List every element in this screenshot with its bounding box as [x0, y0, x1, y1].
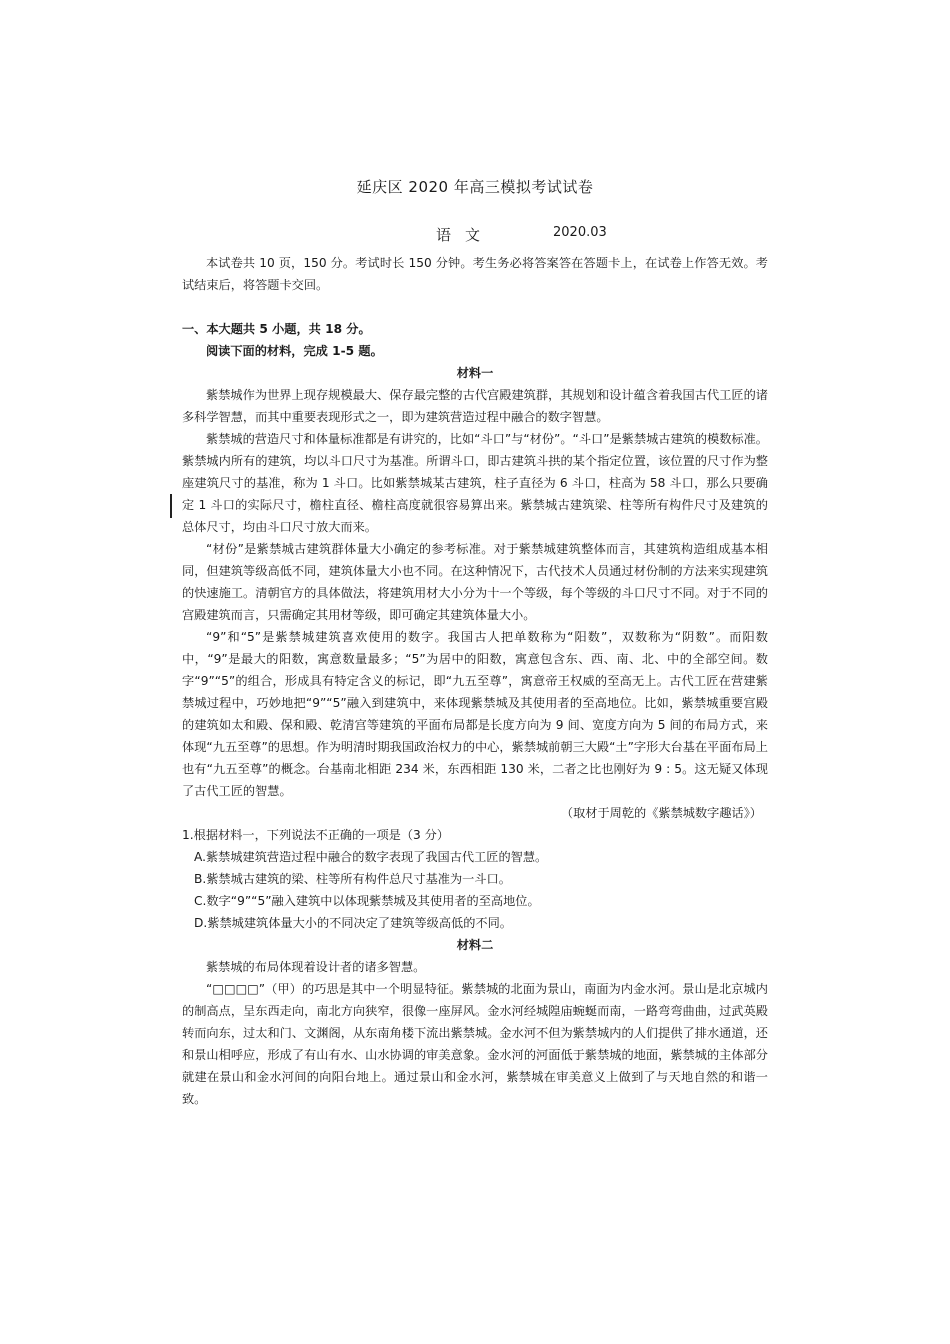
question-1-option-b: B.紫禁城古建筑的梁、柱等所有构件总尺寸基准为一斗口。 — [194, 872, 511, 886]
margin-mark — [170, 494, 172, 518]
spacer — [182, 296, 768, 318]
material-1-source: （取材于周乾的《紫禁城数字趣话》） — [560, 806, 762, 820]
question-1-option-a: A.紫禁城建筑营造过程中融合的数字表现了我国古代工匠的智慧。 — [194, 850, 548, 864]
section-instruction: 阅读下面的材料，完成 1-5 题。 — [206, 344, 383, 358]
material-2-paragraph: 紫禁城的布局体现着设计者的诸多智慧。 — [206, 960, 426, 974]
material-2-paragraph: “□□□□”（甲）的巧思是其中一个明显特征。紫禁城的北面为景山，南面为内金水河。景山是北京城内的制高点，呈东西走向，南北方向狭窄，很像一座屏风。金水河经城隍庙蜿蜒而南，一路弯弯曲曲，过武英殿转而向东，过太和门、文渊阁，从东南角楼下流出紫禁城。金水河不但为紫禁城内的人们提供了排水通道，还和景山相呼应，形成了有山有水、山水协调的审美意象。金水河的河面低于紫禁城的地面，紫禁城的主体部分就建在景山和金水河间的向阳台地上。通过景山和金水河，紫禁城在审美意义上做到了与天地自然的和谐一致。 — [182, 982, 768, 1106]
material-1-paragraph: “9”和“5”是紫禁城建筑喜欢使用的数字。我国古人把单数称为“阳数”，双数称为“阴数”。而阳数中，“9”是最大的阳数，寓意数量最多；“5”为居中的阳数，寓意包含东、西、南、北、中的全部空间。数字“9”“5”的组合，形成具有特定含义的标记，即“九五至尊”，寓意帝王权威的至高无上。古代工匠在营建紫禁城过程中，巧妙地把“9”“5”融入到建筑中，来体现紫禁城及其使用者的至高地位。比如，紫禁城重要宫殿的建筑如太和殿、保和殿、乾清宫等建筑的平面布局都是长度方向为 9 间、宽度方向为 5 间的布局方式，来体现“九五至尊”的思想。作为明清时期我国政治权力的中心，紫禁城前朝三大殿“土”字形大台基在平面布局上也有“九五至尊”的概念。台基南北相距 234 米，东西相距 130 米，二者之比也刚好为 9 : 5。这无疑又体现了古代工匠的智慧。 — [182, 630, 768, 798]
material-1-title: 材料一 — [456, 366, 494, 380]
exam-title: 延庆区 2020 年高三模拟考试试卷 — [356, 178, 594, 196]
material-2-title: 材料二 — [456, 938, 494, 952]
material-1-paragraph: 紫禁城的营造尺寸和体量标准都是有讲究的，比如“斗口”与“材份”。“斗口”是紫禁城古建筑的模数标准。紫禁城内所有的建筑，均以斗口尺寸为基准。所谓斗口，即古建筑斗拱的某个指定位置，该位置的尺寸作为整座建筑尺寸的基准，称为 1 斗口。比如紫禁城某古建筑，柱子直径为 6 斗口，柱高为 58 斗口，那么只要确定 1 斗口的实际尺寸，檐柱直径、檐柱高度就很容易算出来。紫禁城古建筑梁、柱等所有构件尺寸及建筑的总体尺寸，均由斗口尺寸放大而来。 — [182, 432, 768, 534]
material-1-paragraph: 紫禁城作为世界上现存规模最大、保存最完整的古代宫殿建筑群，其规划和设计蕴含着我国古代工匠的诸多科学智慧，而其中重要表现形式之一，即为建筑营造过程中融合的数字智慧。 — [182, 388, 768, 424]
material-1-paragraph: “材份”是紫禁城古建筑群体量大小确定的参考标准。对于紫禁城建筑整体而言，其建筑构造组成基本相同，但建筑等级高低不同，建筑体量大小也不同。在这种情况下，古代技术人员通过材份制的方法来实现建筑的快速施工。清朝官方的具体做法，将建筑用材大小分为十一个等级，每个等级的斗口尺寸不同。对于不同的宫殿建筑而言，只需确定其用材等级，即可确定其建筑体量大小。 — [182, 542, 768, 622]
exam-content — [182, 252, 768, 1110]
question-1-stem: 1.根据材料一，下列说法不正确的一项是（3 分） — [182, 828, 450, 842]
subject-label: 语文 — [436, 226, 495, 244]
exam-date: 2020.03 — [553, 225, 607, 240]
intro-text: 本试卷共 10 页，150 分。考试时长 150 分钟。考生务必将答案答在答题卡上，在试卷上作答无效。考试结束后，将答题卡交回。 — [182, 256, 768, 292]
section-heading: 一、本大题共 5 小题，共 18 分。 — [182, 322, 371, 336]
question-1-option-d: D.紫禁城建筑体量大小的不同决定了建筑等级高低的不同。 — [194, 916, 512, 930]
question-1-option-c: C.数字“9”“5”融入建筑中以体现紫禁城及其使用者的至高地位。 — [194, 894, 540, 908]
